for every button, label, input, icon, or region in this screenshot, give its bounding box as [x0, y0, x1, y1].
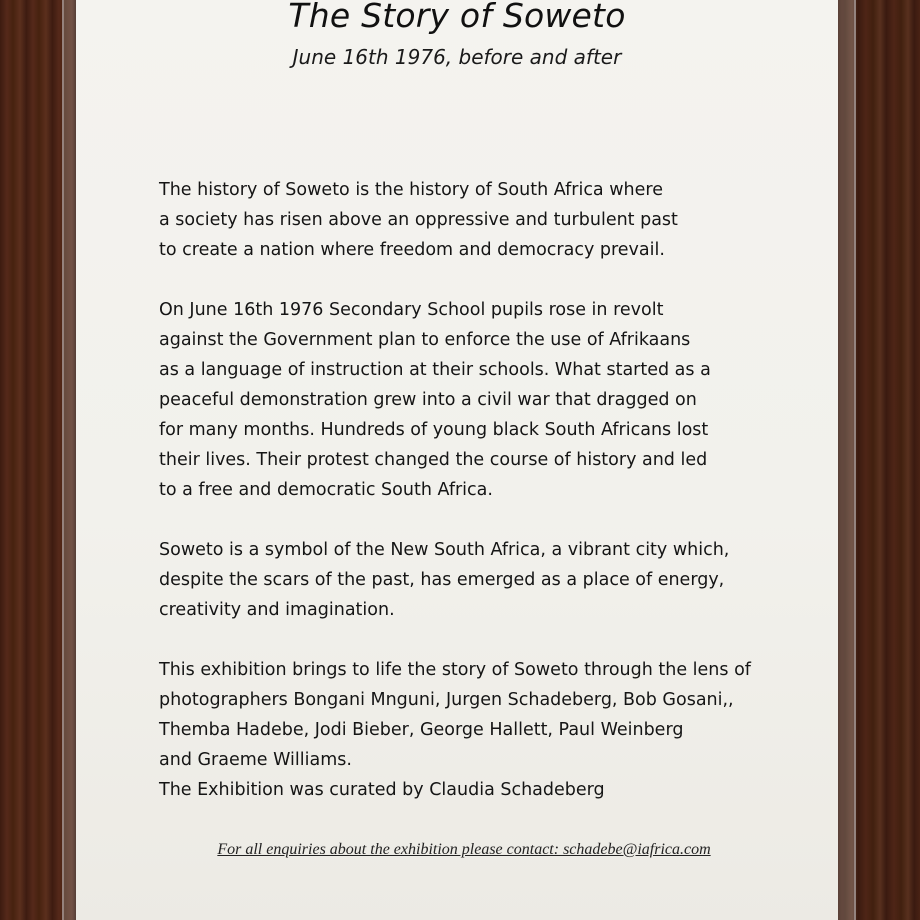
paragraph-symbol [159, 535, 799, 625]
text-line: The Exhibition was curated by Claudia Schadeberg [159, 780, 605, 800]
text-line: On June 16th 1976 Secondary School pupils rose in revolt [159, 300, 664, 320]
text-line: despite the scars of the past, has emerged as a place of energy, [159, 570, 725, 590]
text-line: their lives. Their protest changed the course of history and led [159, 450, 708, 470]
text-line: a society has risen above an oppressive and turbulent past [159, 210, 678, 230]
paragraph-exhibition [159, 655, 799, 805]
text-line: Themba Hadebe, Jodi Bieber, George Hallett, Paul Weinberg [159, 720, 684, 740]
paragraph-uprising [159, 295, 799, 505]
exhibition-poster [76, 0, 838, 920]
text-line: Soweto is a symbol of the New South Africa, a vibrant city which, [159, 540, 730, 560]
text-line: The history of Soweto is the history of South Africa where [159, 180, 663, 200]
text-line: This exhibition brings to life the story of Soweto through the lens of [159, 660, 751, 680]
text-line: photographers Bongani Mnguni, Jurgen Schadeberg, Bob Gosani,, [159, 690, 734, 710]
text-line: peaceful demonstration grew into a civil war that dragged on [159, 390, 697, 410]
text-line: against the Government plan to enforce the use of Afrikaans [159, 330, 691, 350]
text-line: creativity and imagination. [159, 600, 395, 620]
contact-line: For all enquiries about the exhibition please contact: schadebe@iafrica.com [217, 841, 711, 858]
text-line: to create a nation where freedom and democracy prevail. [159, 240, 665, 260]
text-line: for many months. Hundreds of young black South Africans lost [159, 420, 709, 440]
text-line: as a language of instruction at their schools. What started as a [159, 360, 711, 380]
poster-subtitle: June 16th 1976, before and after [292, 45, 622, 69]
paragraph-history [159, 175, 799, 265]
poster-body [159, 175, 799, 835]
text-line: to a free and democratic South Africa. [159, 480, 493, 500]
poster-title: The Story of Soweto [288, 0, 626, 35]
text-line: and Graeme Williams. [159, 750, 352, 770]
